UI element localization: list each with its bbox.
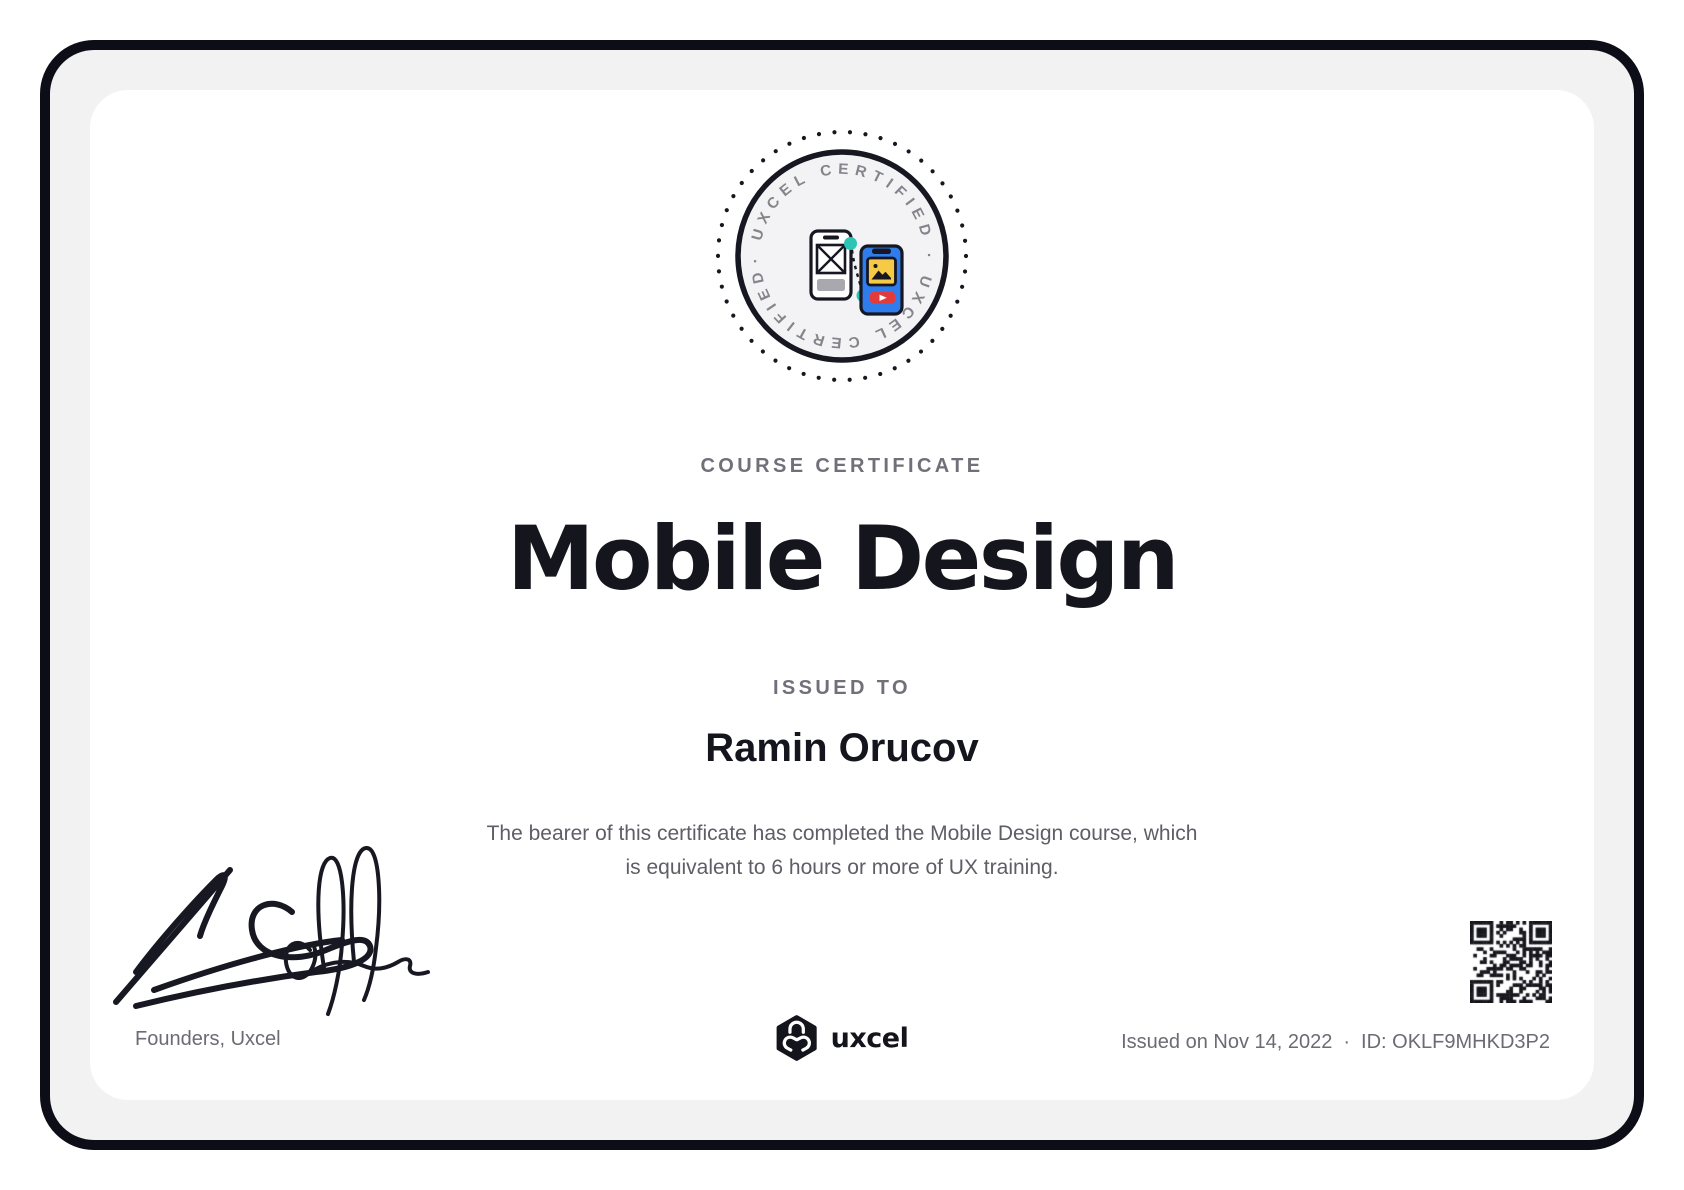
recipient-name: Ramin Orucov (705, 726, 979, 770)
issue-info (1121, 1028, 1550, 1056)
description-line-1: The bearer of this certificate has completed the Mobile Design course, which (486, 822, 1198, 845)
certificate-id: ID: OKLF9MHKD3P2 (1361, 1031, 1550, 1053)
certificate-panel (90, 90, 1594, 1100)
blue-phone-notch (872, 249, 891, 255)
certificate-frame (40, 40, 1644, 1150)
wireframe-phone-notch (823, 236, 839, 240)
badge-ring-textpath: · UXCEL CERTIFIED · UXCEL CERTIFIED (746, 160, 938, 352)
qr-code (1470, 921, 1552, 1003)
signature-1 (116, 870, 371, 1006)
uxcel-certified-badge (707, 121, 977, 391)
uxcel-cube-icon (776, 1015, 818, 1061)
course-certificate-label: COURSE CERTIFICATE (700, 455, 984, 477)
description-line-2: is equivalent to 6 hours or more of UX training. (625, 856, 1059, 879)
text-placeholder-bar (817, 279, 845, 291)
photo-tile (868, 258, 896, 285)
uxcel-wordmark: uxcel (830, 1022, 909, 1054)
founders-signatures (102, 840, 447, 1020)
signature-caption: Founders, Uxcel (135, 1028, 281, 1050)
issued-on-text: Issued on Nov 14, 2022 (1121, 1031, 1333, 1053)
issued-to-label: ISSUED TO (772, 677, 912, 699)
photo-tile-sun (874, 264, 878, 268)
signature-2 (286, 848, 428, 1014)
course-title: Mobile Design (506, 507, 1178, 610)
issue-separator: · (1343, 1031, 1351, 1053)
connector-dot-top (844, 237, 857, 250)
uxcel-logo (776, 1014, 909, 1062)
